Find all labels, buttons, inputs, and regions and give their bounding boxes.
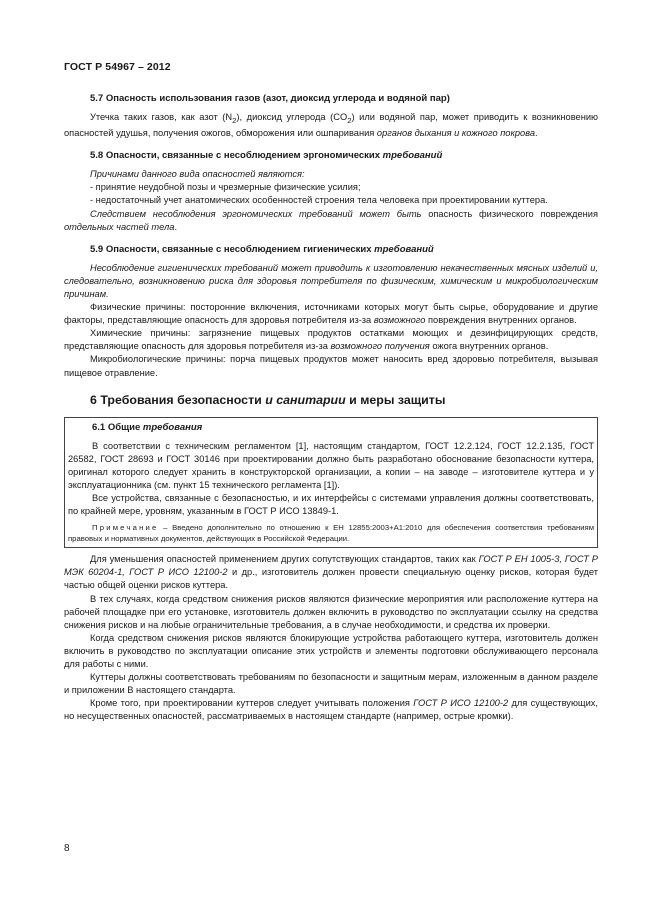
page-body <box>64 92 598 724</box>
section-5-8-item-1: - принятие неудобной позы и чрезмерные физические усилия; <box>90 182 361 193</box>
section-5-8-consequence: Следствием несоблюдения эргономических требований может быть опасность физического повреждения отдельных частей тела. <box>64 208 598 232</box>
section-6-title: 6 Требования безопасности и санитарии и меры защиты <box>90 392 446 407</box>
section-6-1-paragraph-2: Все устройства, связанные с безопасностью, и их интерфейсы с системами управления должны соответствовать, по крайней мере, уровням, указанным в ГОСТ Р ИСО 13849-1. <box>68 493 594 517</box>
section-5-8-item-2: - недостаточный учет анатомических особенностей строения тела человека при проектировании куттера. <box>90 195 548 206</box>
section-5-9-paragraph-4: Микробиологические причины: порча пищевых продуктов может наносить вред здоровью потребителя, вызывая пищевое отравление. <box>64 354 598 378</box>
section-5-9-paragraph-1: Несоблюдение гигиенических требований может приводить к изготовлению некачественных мясных изделий и, следовательно, возникновению риска для здоровья потребителя по физическим, химическим и микробиологическим причинам. <box>64 262 598 299</box>
page-number: 8 <box>64 843 70 854</box>
section-6-1-title: 6.1 Общие требования <box>92 421 203 433</box>
paragraph-risk-reduction: В тех случаях, когда средством снижения рисков являются физические мероприятия или расположение куттера на рабочей площадке при его установке, изготовитель должен включить в руководство по эксплуатации ссылку на средства снижения рисков и на любые ограничительные требования, а в случае необходимости, и средства их проверки. <box>64 593 598 630</box>
section-6-1-paragraph-1: В соответствии с техническим регламентом [1], настоящим стандартом, ГОСТ 12.2.124, ГОСТ 12.2.135, ГОСТ 26582, ГОСТ 28693 и ГОСТ 30146 при проектировании должно быть разработано обоснование безопасности куттера, оригинал которого следует хранить в конструкторской организации, а копии – на заводе – изготовителе куттера и у эксплуатационника (см. пункт 15 технического регламента [1]). <box>68 440 594 491</box>
paragraph-compliance: Куттеры должны соответствовать требованиям по безопасности и защитным мерам, изложенным в данном разделе и приложении В настоящего стандарта. <box>64 672 598 696</box>
section-5-8-intro: Причинами данного вида опасностей являются: <box>90 169 305 180</box>
document-header: ГОСТ Р 54967 – 2012 <box>64 61 171 73</box>
section-5-7-paragraph: Утечка таких газов, как азот $(N_2)$, диоксид углерода $(CO_2)$ или водяной пар, может приводить к возникновению опасностей удушья, получения ожогов, обморожения или ошпаривания органов дыхания и кожного покрова. <box>64 112 599 139</box>
paragraph-standards: Для уменьшения опасностей применением других сопутствующих стандартов, таких как ГОСТ Р ЕН 1005-3, ГОСТ Р МЭК 60204-1, ГОСТ Р ИСО 12100-2 и др., изготовитель должен провести специальную оценку рисков, которая будет частью общей оценки рисков куттера. <box>64 554 598 591</box>
section-5-9-title: 5.9 Опасности, связанные с несоблюдением гигиенических требований <box>90 243 434 255</box>
section-5-7-title: 5.7 Опасность использования газов (азот, диоксид углерода и водяной пар) <box>90 93 450 104</box>
section-5-9-paragraph-2: Физические причины: посторонние включения, источниками которых могут быть сырье, оборудование и другие факторы, представляющие опасность для здоровья потребителя из-за возможного повреждения внутренних органов. <box>64 302 598 326</box>
paragraph-iso-12100: Кроме того, при проектировании куттеров следует учитывать положения ГОСТ Р ИСО 12100-2 для существующих, но несущественных опасностей, рассматриваемых в настоящем стандарте (например, острые кромки). <box>64 698 598 722</box>
section-6-1-box <box>64 417 598 549</box>
section-5-8-title: 5.8 Опасности, связанные с несоблюдением эргономических требований <box>90 150 443 162</box>
paragraph-interlocks: Когда средством снижения рисков являются блокирующие устройства работающего куттера, изготовитель должен включить в руководство по эксплуатации описание этих устройств и элементы подготовки обслуживающего персонала для работы с ними. <box>64 632 598 670</box>
section-5-9-paragraph-3: Химические причины: загрязнение пищевых продуктов остатками моющих и дезинфицирующих средств, представляющие опасность для здоровья потребителя из-за возможного получения ожога внутренних органов. <box>64 328 598 352</box>
section-6-1-note: Примечание – Введено дополнительно по отношению к ЕН 12855:2003+А1:2010 для обеспечения соответствия требованиям правовых и нормативных документов, действующих в Российской Федерации. <box>68 523 594 544</box>
